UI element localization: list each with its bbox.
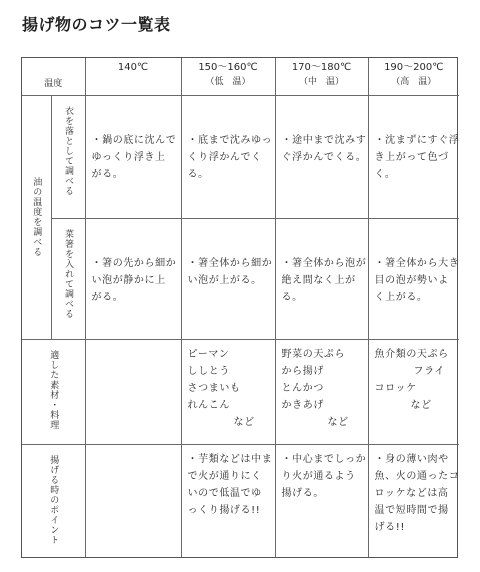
ingredient-item: れんこん [187,399,230,411]
ingredient-item: から揚げ [281,365,324,377]
header-temp: 170〜180℃ [291,62,352,73]
ingredient-item: さつまいも [187,382,241,394]
cell-line: り火が通るよう [281,470,356,482]
group-label-cell [22,95,51,339]
corner-label: 温度 [44,78,63,89]
row-label-batter: 衣を落として調べる [63,105,73,196]
ingredient-item: など [410,399,432,411]
row-label-cell [22,444,85,557]
cell-line: ・箸全体から大き [374,257,460,269]
cell-line: き上がって色づ [374,151,449,163]
header-corner [22,58,85,95]
ingredient-item: かきあげ [281,399,324,411]
cell-line: ぐ浮かんでくる。 [281,151,367,163]
cell-line: げる!! [374,521,405,533]
cell-line: 絶え間なく上が [281,274,356,286]
row-label-ingredients: 適した素材・料理 [48,349,59,430]
chopsticks-140 [85,218,181,339]
header-col-140 [85,58,181,95]
cell-line: で火が通りにく [187,470,262,482]
ingredient-item: とんかつ [281,382,324,394]
header-temp: 190〜200℃ [384,62,444,73]
cell-line: 魚、火の通ったコ [374,470,460,482]
ingredient-item: など [233,416,255,428]
cell-line: ・芋類などは中ま [187,453,273,465]
ingredient-item: コロッケ [374,382,417,394]
cell-line: る。 [187,168,209,180]
cell-line: く上がる。 [374,291,428,303]
chopsticks-150 [181,218,275,339]
header-sub: （高 温） [391,77,437,87]
cell-line: くり浮かんでく [187,151,262,163]
row-label-chopsticks: 菜箸を入れて調べる [63,228,73,319]
row-label-cell [51,218,85,339]
cell-line: がる。 [91,168,124,180]
cell-line: ・身の薄い肉や [374,453,449,465]
ingredient-item: ししとう [187,365,230,377]
ingredient-item: など [327,416,349,428]
header-sub: （低 温） [205,77,251,87]
ingredient-item: ピーマン [187,348,230,360]
cell-line: いので低温でゆ [187,487,262,499]
cell-line: い泡が静かに上 [91,274,166,286]
cell-line: ゆっくり浮き上 [91,151,166,163]
header-temp: 150〜160℃ [198,62,258,73]
cell-line: ・途中まで沈みす [281,134,367,146]
cell-line: ・中心までしっか [281,453,367,465]
ingredient-item: 魚介類の天ぷら [374,348,449,360]
row-label-points: 揚げる時のポイント [48,454,59,545]
cell-line: る。 [281,291,303,303]
row-label-cell [51,95,85,218]
batter-170 [275,95,368,218]
ingredient-item: 野菜の天ぷら [281,348,346,360]
points-170 [275,444,368,557]
points-190 [368,444,459,557]
frying-guide-table [21,57,458,558]
cell-line: ・箸の先から細か [91,257,177,269]
points-150 [181,444,275,557]
header-col-170 [275,58,368,95]
batter-140 [85,95,181,218]
cell-line: ・箸全体から泡が [281,257,367,269]
cell-line: ・箸全体から細か [187,257,273,269]
cell-line: 目の泡が勢いよ [374,274,449,286]
cell-line: ・沈まずにすぐ浮 [374,134,460,146]
cell-line: っくり揚げる!! [187,504,261,516]
ingredients-190 [368,339,459,444]
points-140 [85,444,181,557]
cell-line: く。 [374,168,396,180]
chopsticks-190 [368,218,459,339]
header-col-150 [181,58,275,95]
ingredients-150 [181,339,275,444]
header-col-190 [368,58,459,95]
cell-line: ・鍋の底に沈んで [91,134,177,146]
cell-line: ロッケなどは高 [374,487,449,499]
cell-line: 揚げる。 [281,487,324,499]
ingredient-item: フライ [413,365,446,377]
ingredients-140 [85,339,181,444]
batter-190 [368,95,459,218]
page-title: 揚げ物のコツ一覧表 [22,15,171,34]
row-label-cell [22,339,85,444]
header-temp: 140℃ [117,62,149,73]
header-sub: （中 温） [299,77,345,87]
cell-line: い泡が上がる。 [187,274,262,286]
ingredients-170 [275,339,368,444]
cell-line: 温で短時間で揚 [374,504,449,516]
group-label: 油の温度を調べる [31,177,42,257]
batter-150 [181,95,275,218]
chopsticks-170 [275,218,368,339]
cell-line: ・底まで沈みゆっ [187,134,273,146]
cell-line: がる。 [91,291,124,303]
